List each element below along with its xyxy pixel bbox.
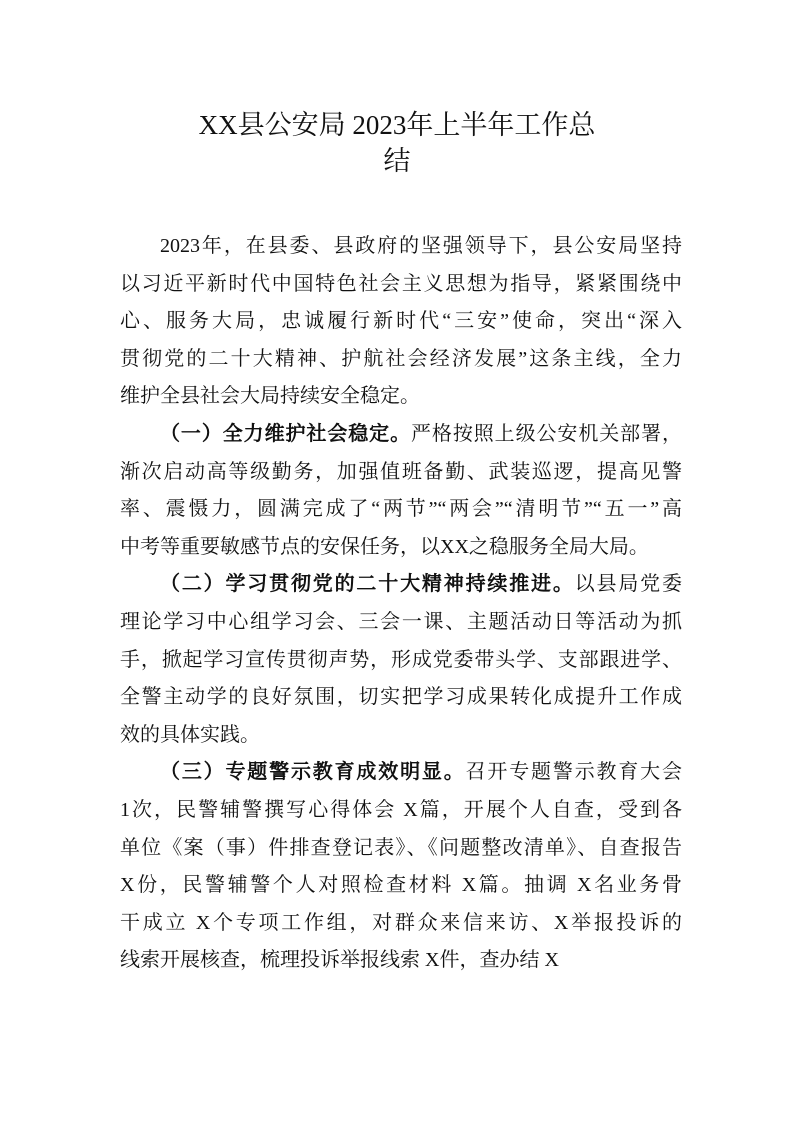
text-line: 线索开展核查，梳理投诉举报线索 X件，查办结 X: [120, 949, 559, 972]
paragraph-section-1: [120, 416, 682, 566]
section-heading: （三）专题警示教育成效明显。: [160, 761, 466, 784]
text-line: 心、服务大局，忠诚履行新时代“三安”使命，突出“深入: [120, 310, 682, 333]
document-title-line-2: 结: [383, 146, 411, 176]
section-heading: （二）学习贯彻党的二十大精神持续推进。: [160, 573, 575, 596]
text-line: 率、震慑力，圆满完成了“两节”“两会”“清明节”“五一”高: [120, 498, 682, 521]
paragraph-section-2: [120, 566, 682, 754]
text-line: 干成立 X个专项工作组，对群众来信来访、X举报投诉的: [120, 911, 682, 934]
text-line: 中考等重要敏感节点的安保任务，以XX之稳服务全局大局。: [120, 535, 649, 558]
text-line: 单位《案（事）件排查登记表》、《问题整改清单》、自查报告: [120, 836, 682, 859]
text-span: 严格按照上级公安机关部署，: [411, 422, 682, 445]
text-line: [120, 416, 682, 454]
text-line: 渐次启动高等级勤务，加强值班备勤、武装巡逻，提高见警: [120, 460, 682, 483]
text-line: 效的具体实践。: [120, 723, 260, 746]
text-line: 手，掀起学习宣传贯彻声势，形成党委带头学、支部跟进学、: [120, 648, 682, 671]
document-body: [120, 228, 682, 980]
document-title-line-1: XX县公安局 2023年上半年工作总: [198, 110, 596, 140]
text-line: 理论学习中心组学习会、三会一课、主题活动日等活动为抓: [120, 610, 682, 633]
text-span: 召开专题警示教育大会: [465, 761, 683, 784]
text-line: 以习近平新时代中国特色社会主义思想为指导，紧紧围绕中: [120, 272, 682, 295]
text-line: 维护全县社会大局持续安全稳定。: [120, 385, 420, 408]
paragraph-section-3: [120, 754, 682, 980]
text-line: 全警主动学的良好氛围，切实把学习成果转化成提升工作成: [120, 686, 682, 709]
paragraph-intro: [120, 228, 682, 416]
text-line: 1次，民警辅警撰写心得体会 X篇，开展个人自查，受到各: [120, 798, 682, 821]
text-line: 贯彻党的二十大精神、护航社会经济发展”这条主线，全力: [120, 347, 682, 370]
text-line: [120, 754, 682, 792]
text-line: [120, 566, 682, 604]
section-heading: （一）全力维护社会稳定。: [160, 422, 411, 445]
text-line: 2023年，在县委、县政府的坚强领导下，县公安局坚持: [160, 235, 682, 257]
text-line: X份，民警辅警个人对照检查材料 X篇。抽调 X名业务骨: [120, 874, 682, 897]
text-span: 以县局党委: [574, 573, 683, 596]
